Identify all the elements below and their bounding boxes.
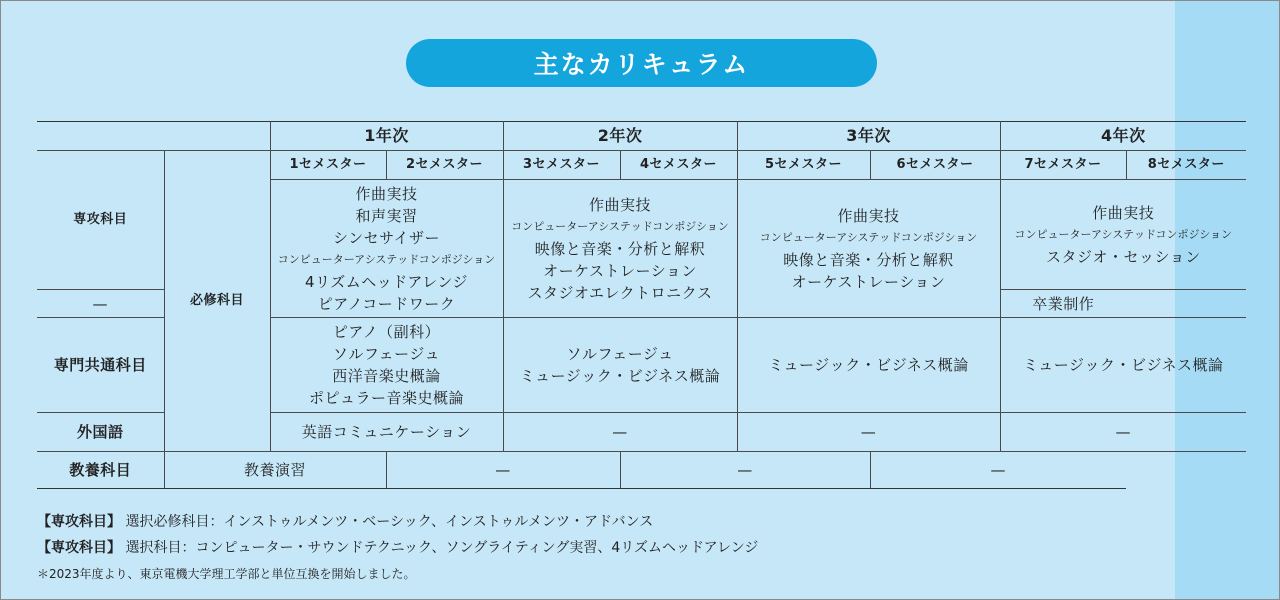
page-title: 主なカリキュラム bbox=[406, 39, 877, 87]
major-year2-cell bbox=[503, 180, 737, 318]
note-text: 選択科目：コンピューター・サウンドテクニック、ソングライティング実習、4リズムヘッドアレンジ bbox=[125, 540, 759, 556]
foreign-year2-cell: — bbox=[503, 413, 737, 452]
common-year3-cell: ミュージック・ビジネス概論 bbox=[737, 318, 1000, 413]
course-item: コンピューターアシステッドコンポジション bbox=[1014, 227, 1233, 241]
foreign-year1-cell: 英語コミュニケーション bbox=[270, 413, 503, 452]
major-year4-cell bbox=[1000, 180, 1246, 290]
foreign-year3-cell: — bbox=[737, 413, 1000, 452]
major-year3-cell bbox=[737, 180, 1000, 318]
course-item: ミュージック・ビジネス概論 bbox=[519, 367, 721, 385]
curriculum-table bbox=[37, 121, 1246, 489]
course-item: オーケストレーション bbox=[791, 272, 946, 291]
note-label: 【専攻科目】 bbox=[37, 540, 121, 556]
semester-header: 3セメスター bbox=[503, 151, 620, 180]
course-item: 作曲実技 bbox=[1092, 203, 1155, 222]
course-item: 和声実習 bbox=[355, 206, 418, 225]
year-header: 4年次 bbox=[1000, 122, 1246, 151]
course-item: コンピューターアシステッドコンポジション bbox=[277, 252, 496, 266]
course-item: ソルフェージュ bbox=[332, 345, 441, 363]
course-item: ピアノ（副科） bbox=[332, 323, 441, 341]
semester-header: 6セメスター bbox=[870, 151, 1000, 180]
common-year1-cell bbox=[270, 318, 503, 413]
major-year1-cell bbox=[270, 180, 503, 318]
category-major: 専攻科目 bbox=[37, 151, 164, 290]
course-item: コンピューターアシステッドコンポジション bbox=[759, 230, 978, 244]
notes-section bbox=[37, 509, 758, 587]
category-required: 必修科目 bbox=[164, 151, 270, 452]
note-line bbox=[37, 535, 758, 561]
foreign-year4-cell: — bbox=[1000, 413, 1246, 452]
common-year4-cell: ミュージック・ビジネス概論 bbox=[1000, 318, 1246, 413]
corner-cell bbox=[37, 122, 270, 151]
major-sem8-cell: 卒業制作 bbox=[1000, 290, 1126, 318]
note-line bbox=[37, 509, 758, 535]
course-item: 映像と音楽・分析と解釈 bbox=[534, 239, 706, 258]
course-item: スタジオエレクトロニクス bbox=[527, 283, 713, 302]
course-item: ソルフェージュ bbox=[566, 345, 674, 363]
course-item: 西洋音楽史概論 bbox=[332, 367, 441, 385]
semester-header: 1セメスター bbox=[270, 151, 386, 180]
category-liberal: 教養科目 bbox=[37, 452, 164, 489]
semester-header: 7セメスター bbox=[1000, 151, 1126, 180]
course-item: スタジオ・セッション bbox=[1045, 247, 1201, 266]
footnote: ＊2023年度より、東京電機大学理工学部と単位互換を開始しました。 bbox=[37, 567, 416, 581]
liberal-year4-cell: — bbox=[870, 452, 1126, 489]
semester-header: 2セメスター bbox=[386, 151, 503, 180]
course-item: 作曲実技 bbox=[837, 206, 900, 225]
liberal-year1-cell: 教養演習 bbox=[164, 452, 386, 489]
course-item: 作曲実技 bbox=[355, 184, 418, 203]
liberal-year3-cell: — bbox=[620, 452, 870, 489]
liberal-year2-cell: — bbox=[386, 452, 620, 489]
course-item: コンピューターアシステッドコンポジション bbox=[511, 219, 729, 233]
note-text: 選択必修科目：インストゥルメンツ・ベーシック、インストゥルメンツ・アドバンス bbox=[125, 514, 654, 530]
course-item: 映像と音楽・分析と解釈 bbox=[783, 250, 954, 269]
course-item: ピアノコードワーク bbox=[317, 294, 456, 313]
category-foreign: 外国語 bbox=[37, 413, 164, 452]
common-year2-cell bbox=[503, 318, 737, 413]
semester-header: 8セメスター bbox=[1126, 151, 1246, 180]
semester-header: 5セメスター bbox=[737, 151, 870, 180]
semester-header: 4セメスター bbox=[620, 151, 737, 180]
year-header: 3年次 bbox=[737, 122, 1000, 151]
course-item: ポピュラー音楽史概論 bbox=[309, 389, 465, 407]
course-item: 作曲実技 bbox=[589, 195, 652, 214]
course-item: オーケストレーション bbox=[543, 261, 697, 280]
year-header: 2年次 bbox=[503, 122, 737, 151]
note-label: 【専攻科目】 bbox=[37, 514, 121, 530]
major-sem7-cell: — bbox=[37, 290, 164, 318]
course-item: シンセサイザー bbox=[332, 228, 441, 247]
year-header: 1年次 bbox=[270, 122, 503, 151]
course-item: 4リズムヘッドアレンジ bbox=[305, 272, 468, 291]
category-common: 専門共通科目 bbox=[37, 318, 164, 413]
